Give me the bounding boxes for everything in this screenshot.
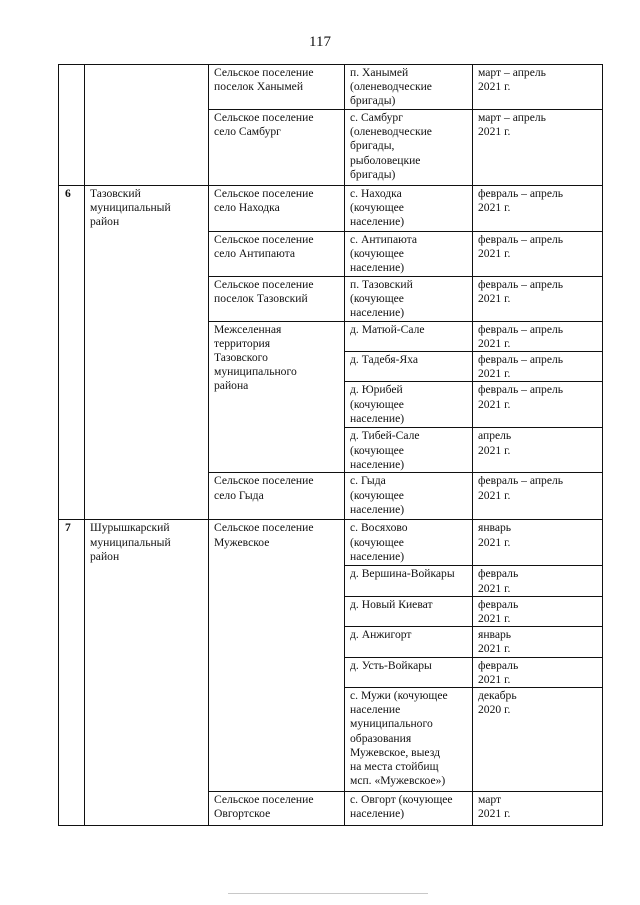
settlement-cell: Сельское поселение село Находка [209,186,345,232]
locality-cell: д. Анжигорт [345,627,473,657]
row-number: 7 [59,520,85,826]
period-cell: апрель 2021 г. [473,428,603,473]
schedule-table [58,64,603,826]
locality-cell: д. Вершина-Войкары [345,566,473,596]
period-cell: декабрь 2020 г. [473,688,603,792]
district-cell [85,65,209,186]
settlement-cell: Сельское поселение село Антипаюта [209,232,345,277]
locality-cell: д. Тибей-Сале (кочующее население) [345,428,473,473]
locality-cell: п. Ханымей (оленеводческие бригады) [345,65,473,110]
locality-cell: с. Восяхово (кочующее население) [345,520,473,566]
table-row [59,65,603,110]
district-cell: Тазовский муниципальный район [85,186,209,520]
period-cell: январь 2021 г. [473,627,603,657]
locality-cell: с. Гыда (кочующее население) [345,473,473,520]
locality-cell: п. Тазовский (кочующее население) [345,276,473,321]
period-cell: март – апрель 2021 г. [473,110,603,186]
settlement-cell: Межселенная территория Тазовского муниципального района [209,321,345,473]
row-number [59,65,85,186]
locality-cell: с. Овгорт (кочующее население) [345,792,473,826]
locality-cell: с. Самбург (оленеводческие бригады, рыболовецкие бригады) [345,110,473,186]
locality-cell: с. Мужи (кочующее население муниципального образования Мужевское, выезд на места стойбищ мсп. «Мужевское») [345,688,473,792]
district-cell: Шурышкарский муниципальный район [85,520,209,826]
period-cell: февраль – апрель 2021 г. [473,352,603,382]
settlement-cell: Сельское поселение село Гыда [209,473,345,520]
period-cell: январь 2021 г. [473,520,603,566]
period-cell: февраль – апрель 2021 г. [473,473,603,520]
period-cell: февраль 2021 г. [473,657,603,687]
period-cell: март 2021 г. [473,792,603,826]
settlement-cell: Сельское поселение поселок Тазовский [209,276,345,321]
settlement-cell: Сельское поселение поселок Ханымей [209,65,345,110]
locality-cell: д. Юрибей (кочующее население) [345,382,473,428]
period-cell: февраль – апрель 2021 г. [473,232,603,277]
settlement-cell: Сельское поселение село Самбург [209,110,345,186]
locality-cell: д. Матюй-Сале [345,321,473,351]
locality-cell: с. Антипаюта (кочующее население) [345,232,473,277]
period-cell: февраль – апрель 2021 г. [473,382,603,428]
scan-edge-line [228,893,428,894]
period-cell: февраль – апрель 2021 г. [473,321,603,351]
row-number: 6 [59,186,85,520]
period-cell: март – апрель 2021 г. [473,65,603,110]
page-number: 117 [309,34,331,50]
period-cell: февраль 2021 г. [473,596,603,626]
period-cell: февраль – апрель 2021 г. [473,276,603,321]
locality-cell: д. Новый Киеват [345,596,473,626]
table-row [59,520,603,566]
locality-cell: д. Усть-Войкары [345,657,473,687]
period-cell: февраль – апрель 2021 г. [473,186,603,232]
settlement-cell: Сельское поселение Овгортское [209,792,345,826]
locality-cell: с. Находка (кочующее население) [345,186,473,232]
table-row [59,186,603,232]
settlement-cell: Сельское поселение Мужевское [209,520,345,792]
locality-cell: д. Тадебя-Яха [345,352,473,382]
period-cell: февраль 2021 г. [473,566,603,596]
